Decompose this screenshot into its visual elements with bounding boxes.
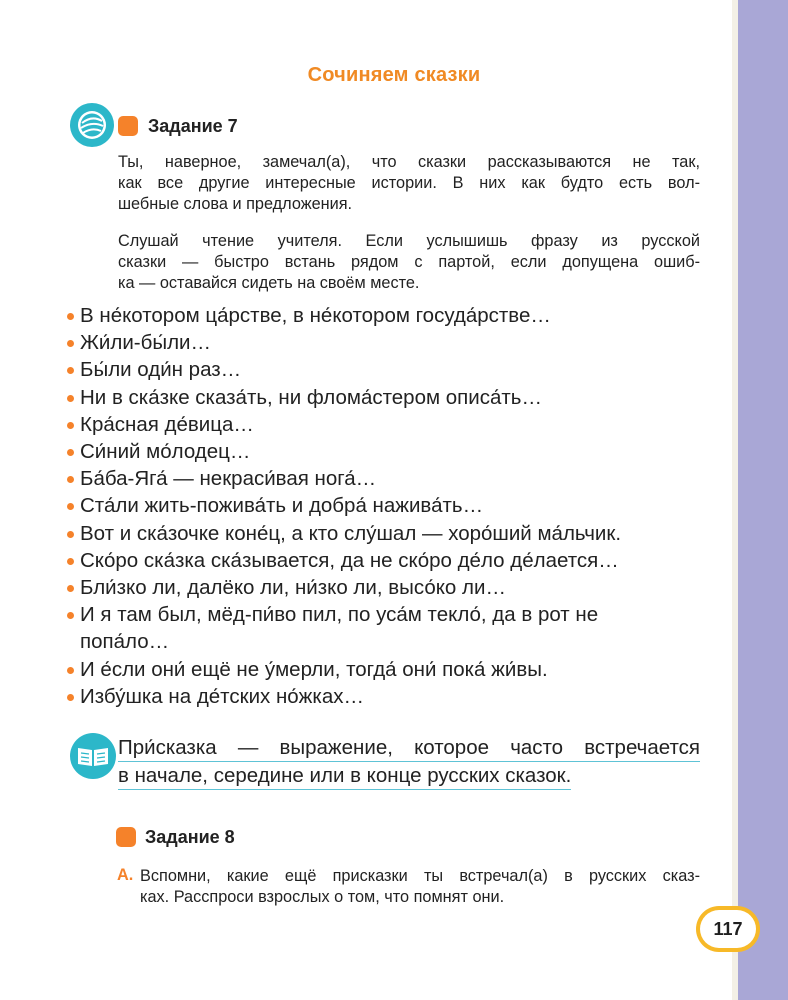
bullet-dot	[67, 422, 74, 429]
list-item	[66, 492, 706, 519]
phrase-text: Си́ний мо́лодец…	[80, 440, 251, 464]
text-line: сказки — быстро встань рядом с партой, если допущена ошиб-	[118, 253, 700, 271]
task8-a-label: А.	[117, 866, 134, 884]
list-item	[66, 520, 706, 547]
bullet-dot	[67, 667, 74, 674]
list-item	[66, 656, 706, 683]
list-item	[66, 329, 706, 356]
phrase-text: Избу́шка на де́тских но́жках…	[80, 684, 364, 708]
task7-instruction-paragraph	[118, 231, 700, 294]
bullet-dot	[67, 395, 74, 402]
text-line: как все другие интересные истории. В них как будто есть вол-	[118, 174, 700, 192]
phrase-text: Ста́ли жить-пожива́ть и добра́ нажива́ть…	[80, 494, 484, 518]
phrase-text: В не́котором ца́рстве, в не́котором госуда́рстве…	[80, 304, 551, 327]
list-item	[66, 438, 706, 465]
list-item	[66, 302, 706, 329]
phrase-text: Вот и ска́зочке коне́ц, а кто слу́шал — хоро́ший ма́льчик.	[80, 521, 622, 545]
phrase-text: Ни в ска́зке сказа́ть, ни флома́стером описа́ть…	[80, 385, 542, 409]
page-number-badge	[696, 906, 760, 952]
text-line: шебные слова и предложения.	[118, 195, 353, 213]
book-icon	[70, 733, 116, 779]
bullet-dot	[67, 694, 74, 701]
phrase-text: Бли́зко ли, далёко ли, ни́зко ли, высо́ко ли…	[80, 576, 506, 600]
phrase-text: Кра́сная де́вица…	[80, 412, 254, 436]
list-item	[66, 411, 706, 438]
phrase-list	[66, 302, 706, 710]
list-item	[66, 601, 706, 628]
text-line: ка — оставайся сидеть на своём месте.	[118, 274, 420, 292]
definition-box	[118, 734, 700, 790]
task8-a-text	[140, 866, 700, 908]
phrase-text: Ба́ба-Яга́ — некраси́вая нога́…	[80, 467, 377, 491]
page-number: 117	[700, 910, 756, 948]
list-item	[66, 574, 706, 601]
phrase-text: попа́ло…	[80, 630, 170, 654]
phrase-text: И я там был, мёд-пи́во пил, по уса́м текло́, да в рот не	[80, 603, 599, 627]
bullet-dot	[67, 313, 74, 320]
phrase-text: Жи́ли-бы́ли…	[80, 331, 212, 355]
task8-heading: Задание 8	[145, 827, 235, 847]
task8-marker	[116, 827, 136, 847]
task7-intro-paragraph	[118, 152, 700, 215]
list-item	[66, 547, 706, 574]
text-line: Слушай чтение учителя. Если услышишь фразу из русской	[118, 232, 700, 250]
phrase-text: Ско́ро ска́зка ска́зывается, да не ско́ро де́ло де́лается…	[80, 548, 619, 572]
bullet-dot	[67, 340, 74, 347]
list-item	[66, 465, 706, 492]
bullet-dot	[67, 449, 74, 456]
list-item	[66, 384, 706, 411]
bullet-dot	[67, 585, 74, 592]
list-item	[66, 683, 706, 710]
bullet-dot	[67, 476, 74, 483]
globe-icon	[70, 103, 114, 147]
page-title: Сочиняем сказки	[307, 64, 481, 86]
task7-marker	[118, 116, 138, 136]
list-item	[66, 356, 706, 383]
phrase-text: Бы́ли оди́н раз…	[80, 358, 242, 382]
phrase-text: И е́сли они́ ещё не у́мерли, тогда́ они́ пока́ жи́вы.	[80, 657, 548, 681]
bullet-dot	[67, 367, 74, 374]
task7-heading: Задание 7	[148, 116, 238, 136]
bullet-dot	[67, 612, 74, 619]
list-item-continuation	[66, 628, 706, 655]
page-side-band	[738, 0, 788, 1000]
definition-line: в начале, середине или в конце русских сказок.	[118, 762, 571, 790]
bullet-dot	[67, 558, 74, 565]
text-line: ках. Расспроси взрослых о том, что помнят они.	[140, 888, 505, 906]
text-line: Вспомни, какие ещё присказки ты встречал(а) в русских сказ-	[140, 867, 700, 885]
text-line: Ты, наверное, замечал(а), что сказки рассказываются не так,	[118, 153, 700, 171]
bullet-dot	[67, 503, 74, 510]
definition-line: При́сказка — выражение, которое часто встречается	[118, 734, 700, 762]
bullet-dot	[67, 531, 74, 538]
